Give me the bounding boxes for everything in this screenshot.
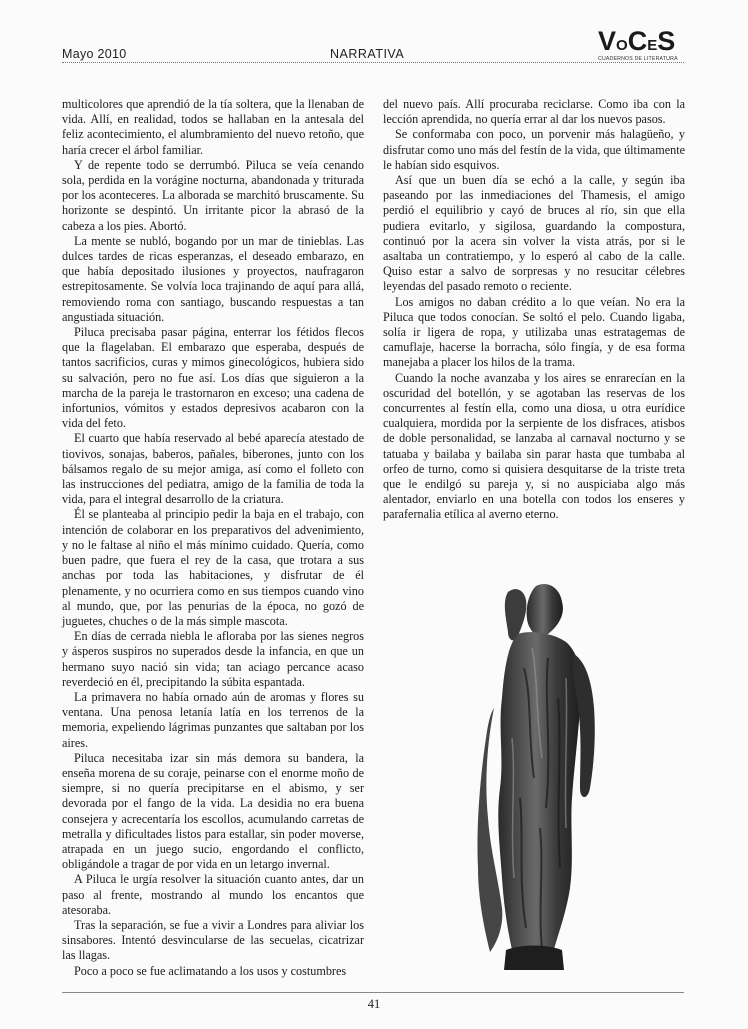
logo-letter: V — [598, 26, 617, 56]
paragraph: Poco a poco se fue aclimatando a los usos y costumbres — [74, 963, 347, 978]
logo-letter: S — [657, 26, 676, 56]
paragraph: Los amigos no daban crédito a lo que veían. No era la Piluca que todos conocían. Se soltó el pelo. Cuando ligaba, solía ir ligera de ropa, y utilizaba unas estratagemas de camuflaje, hacerse la borracha, sólo fingía, y de esa forma manejaba a placer los hilos de la trama. — [383, 294, 685, 370]
sculpture-image — [448, 578, 618, 970]
paragraph: Piluca necesitaba izar sin más demora su bandera, la enseña morena de su coraje, peinarse con el enorme moño de siempre, si no quería precipitarse en el abismo, y ser devorada por el fango de la vida. La desidia no era buena consejera y acrecentaría los escollos, acumulando carretas de metralla y dificultades listos para estallar, sin poder moverse, atrapada en un juego sucio, engordando el conflicto, obligándole a tragar de por vida en un letargo invernal. — [62, 750, 364, 872]
header-date: Mayo 2010 — [62, 47, 127, 61]
paragraph: Y de repente todo se derrumbó. Piluca se veía cenando sola, perdida en la vorágine nocturna, abandonada y triturada por los aconteceres. La alborada se marchitó bruscamente. Su horizonte se despintó. Un irritante picor la abrasó de la cabeza a los pies. Abortó. — [62, 157, 364, 233]
paragraph: Cuando la noche avanzaba y los aires se enrarecían en la oscuridad del botellón, y se agotaban las reservas de los concurrentes al festín ella, como una diosa, u otra eurídice cualquiera, mordida por la serpiente de los disfraces, atisbos de doble personalidad, se lanzaba al carnaval nocturno y se tatuaba y bailaba y bailaba sin parar hasta que tumbaba al orfeo de turno, como si quisiera desquitarse de la triste treta que le endilgó su pareja y, si no auspiciaba algo más alentador, enviarlo en una botella con todos los enseres y parafernalia etílica al averno eterno. — [383, 370, 685, 522]
paragraph: Tras la separación, se fue a vivir a Londres para aliviar los sinsabores. Intentó desvincularse de las secuelas, cicatrizar las llagas. — [62, 917, 364, 963]
paragraph: Así que un buen día se echó a la calle, y según iba paseando por las inmediaciones del Thamesis, el amigo perdió el equilibrio y cayó de bruces al río, sin que ella pudiera evitarlo, y sigilosa, guardando la compostura, continuó por la acera sin volver la vista atrás, por si le asaltaba un contratiempo, y lo esperó al cabo de la calle. Quiso estar a salvo de sorpresas y no resucitar célebres leyendas del pasado remoto o reciente. — [383, 173, 685, 294]
paragraph: Piluca precisaba pasar página, enterrar los fétidos flecos que la flagelaban. El embarazo que esperaba, después de tantos sacrificios, curas y mimos ginecológicos, hubiera sido su salvación, pero no fue así. Los días que siguieron a la marcha de la pareja le trastornaron en exceso; una cadena de infortunios, vómitos y estados depresivos acabaron con la vida del feto. — [62, 325, 364, 431]
logo-letter: E — [647, 37, 658, 54]
footer-divider — [62, 992, 684, 993]
paragraph: La primavera no había ornado aún de aromas y flores su ventana. Una penosa letanía latía en los terrenos de la memoria, expeliendo lágrimas punzantes que saltaban por los aires. — [62, 689, 364, 750]
paragraph: En días de cerrada niebla le afloraba por las sienes negros y ásperos suspiros no superados desde la infancia, en que un hermano suyo nació sin vida; tan aciago percance acaso reverdeció en él, precipitando la súbita espantada. — [62, 629, 364, 689]
logo-letter: O — [616, 37, 628, 54]
paragraph: El cuarto que había reservado al bebé aparecía atestado de tiovivos, sonajas, baberos, pañales, biberones, junto con los bálsamos regalo de su mejor amiga, así como el folleto con las instrucciones del pediatra, amigo de la familia de toda la vida, para el integral desarrollo de la criatura. — [62, 431, 364, 507]
logo-subtitle: CUADERNOS DE LITERATURA — [598, 56, 678, 62]
section-title: NARRATIVA — [330, 47, 405, 61]
paragraph: La mente se nubló, bogando por un mar de tinieblas. Las dulces tardes de ricas esperanzas, el deseado embarazo, en que había depositado ilusiones y proyectos, naufragaron estrepitosamente. Se volvía loca trajinando de aquí para allá, removiendo roma con santiago, buscando respuestas a tan angustiada situación. — [62, 233, 364, 324]
header-divider — [62, 62, 684, 63]
page-number: 41 — [367, 997, 381, 1011]
paragraph: multicolores que aprendió de la tía soltera, que la llenaban de vida. Allí, en realidad, todos se hallaban en la antesala del feliz acontecimiento, el alumbramiento del nuevo retoño, que haría crecer el árbol familiar. — [62, 97, 364, 157]
paragraph: Él se planteaba al principio pedir la baja en el trabajo, con intención de colaborar en los preparativos del advenimiento, y no le faltase al niño el más mínimo cuidado. Quería, como buen padre, que fuera el rey de la casa, que trotara a sus anchas por toda las habitaciones, y disfrutar de él plenamente, y no ocurriera como en sus tiempos cuando vino al mundo, que, por las penurias de la época, no gozó de juguetes, chuches o de la más simple mascota. — [62, 507, 364, 628]
logo-wordmark — [598, 28, 688, 55]
voces-logo — [598, 28, 688, 64]
paragraph: Se conformaba con poco, un porvenir más halagüeño, y disfrutar como uno más del festín de la vida, que últimamente le habían sido esquivos. — [383, 127, 685, 172]
logo-letter: C — [627, 26, 648, 56]
right-text-column — [383, 97, 685, 523]
paragraph: del nuevo país. Allí procuraba reciclarse. Como iba con la lección aprendida, no quería errar al dar los nuevos pasos. — [383, 97, 685, 127]
left-text-column — [62, 97, 364, 979]
paragraph: A Piluca le urgía resolver la situación cuanto antes, dar un paso al frente, mostrando al mundo los encantos que atesoraba. — [62, 872, 364, 917]
